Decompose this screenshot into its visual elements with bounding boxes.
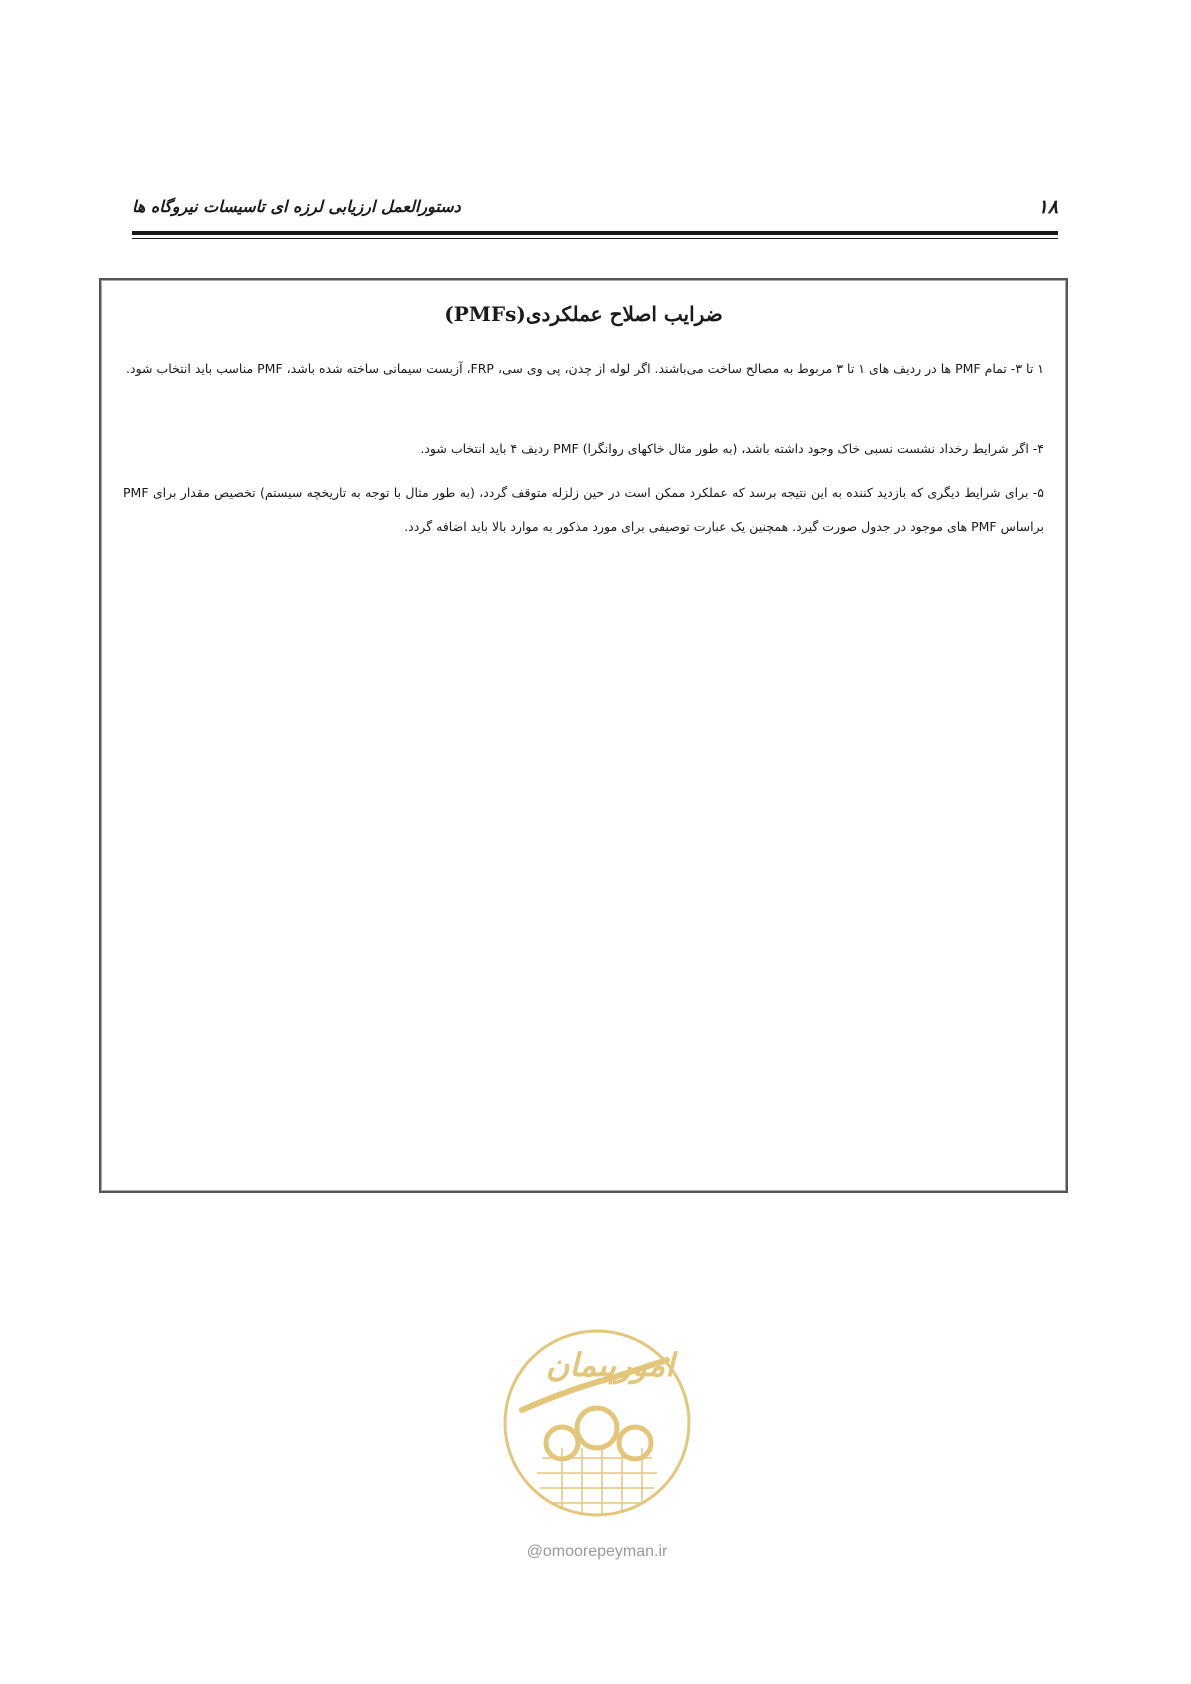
box-title: ضرایب اصلاح عملکردی(PMFs)	[444, 302, 723, 326]
paragraph-row-4: ۴- اگر شرایط رخداد نشست نسبی خاک وجود داشته باشد، (به طور مثال خاکهای روانگرا) PMF ردیف ۴ باید انتخاب شود.	[420, 441, 1044, 456]
watermark-logo	[492, 1318, 702, 1558]
running-title: دستورالعمل ارزیابی لرزه ای تاسیسات نیروگاه ها	[132, 197, 461, 216]
page-header	[132, 196, 1058, 226]
at-icon: @	[526, 1543, 543, 1560]
logo-text: امورپیمان	[545, 1346, 675, 1384]
header-rule-thin	[132, 238, 1058, 239]
page-number: ۱۸	[1037, 196, 1058, 218]
paragraph-row-5: ۵- برای شرایط دیگری که بازدید کننده به این نتیجه برسد که عملکرد ممکن است در حین زلزله متوقف گردد، (به طور مثال با توجه به تاریخچه سیستم) تخصیص مقدار برای PMF براساس PMF های موجود در جدول صورت گیرد. همچنین یک عبارت توصیفی برای مورد مذکور به موارد بالا باید اضافه گردد.	[123, 485, 1044, 534]
paragraph-rows-1-3: ۱ تا ۳- تمام PMF ها در ردیف های ۱ تا ۳ مربوط به مصالح ساخت می‌باشند. اگر لوله از چدن، پی وی سی، FRP، آزبست سیمانی ساخته شده باشد، PMF مناسب باید انتخاب شود.	[126, 361, 1044, 376]
watermark-url: @omoorepeyman.ir	[526, 1543, 668, 1560]
header-rule-thick	[132, 231, 1058, 235]
logo-seal-icon	[492, 1318, 702, 1543]
content-box	[99, 278, 1068, 1193]
